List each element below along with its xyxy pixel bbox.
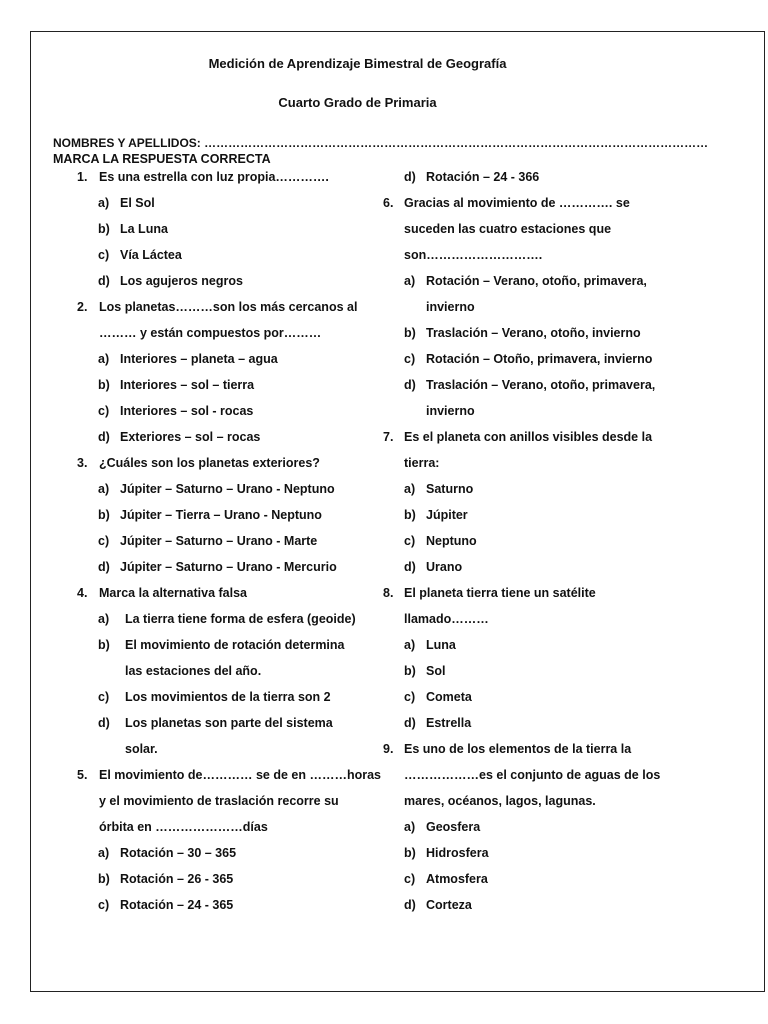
option-text[interactable]: Cometa (426, 690, 472, 704)
option-letter[interactable]: a) (404, 820, 416, 834)
option-text[interactable]: Estrella (426, 716, 472, 730)
option-letter[interactable]: a) (404, 638, 416, 652)
names-field-label: NOMBRES Y APELLIDOS: ……………………………………………………………………………………………………………… (53, 136, 709, 150)
option-text[interactable]: Júpiter – Saturno – Urano - Marte (120, 534, 318, 548)
question-text: y el movimiento de traslación recorre su (99, 794, 339, 808)
option-text[interactable]: Exteriores – sol – rocas (120, 430, 261, 444)
instruction-text: MARCA LA RESPUESTA CORRECTA (53, 152, 271, 166)
option-text[interactable]: solar. (125, 742, 158, 756)
option-text[interactable]: Interiores – planeta – agua (120, 352, 278, 366)
question-number: 2. (77, 300, 88, 314)
question-text: Es uno de los elementos de la tierra la (404, 742, 632, 756)
question-text: Los planetas………son los más cercanos al (99, 300, 358, 314)
option-letter[interactable]: c) (98, 248, 110, 262)
question-number: 1. (77, 170, 88, 184)
option-letter[interactable]: d) (404, 170, 416, 184)
option-text[interactable]: Rotación – 26 - 365 (120, 872, 234, 886)
option-letter[interactable]: d) (404, 560, 416, 574)
option-text[interactable]: Atmosfera (426, 872, 488, 886)
question-text: El planeta tierra tiene un satélite (404, 586, 596, 600)
option-letter[interactable]: d) (404, 378, 416, 392)
question-text: mares, océanos, lagos, lagunas. (404, 794, 596, 808)
option-text[interactable]: Júpiter – Saturno – Urano - Neptuno (120, 482, 335, 496)
option-text[interactable]: Corteza (426, 898, 472, 912)
option-text[interactable]: las estaciones del año. (125, 664, 262, 678)
option-text[interactable]: Traslación – Verano, otoño, primavera, (426, 378, 656, 392)
option-letter[interactable]: a) (404, 482, 416, 496)
question-text: Gracias al movimiento de …………. se (404, 196, 630, 210)
option-letter[interactable]: d) (404, 898, 416, 912)
option-text[interactable]: La Luna (120, 222, 168, 236)
option-letter[interactable]: a) (98, 482, 110, 496)
option-letter[interactable]: d) (98, 430, 110, 444)
option-letter[interactable]: c) (404, 352, 416, 366)
question-text: órbita en …………………días (99, 820, 268, 834)
option-letter[interactable]: a) (404, 274, 416, 288)
option-text[interactable]: Geosfera (426, 820, 481, 834)
option-text[interactable]: Rotación – 30 – 365 (120, 846, 237, 860)
option-letter[interactable]: b) (404, 664, 416, 678)
question-text: llamado……… (404, 612, 489, 626)
option-text[interactable]: Saturno (426, 482, 474, 496)
option-letter[interactable]: d) (98, 560, 110, 574)
option-letter[interactable]: c) (98, 534, 110, 548)
option-text[interactable]: Los movimientos de la tierra son 2 (125, 690, 331, 704)
option-letter[interactable]: b) (404, 846, 416, 860)
option-text[interactable]: Júpiter – Tierra – Urano - Neptuno (120, 508, 322, 522)
option-letter[interactable]: d) (98, 274, 110, 288)
option-text[interactable]: Luna (426, 638, 456, 652)
option-letter[interactable]: d) (98, 716, 110, 730)
option-text[interactable]: invierno (426, 300, 475, 314)
option-letter[interactable]: a) (98, 196, 110, 210)
option-text[interactable]: El movimiento de rotación determina (125, 638, 345, 652)
option-letter[interactable]: b) (98, 508, 110, 522)
option-letter[interactable]: c) (98, 690, 110, 704)
exam-title: Medición de Aprendizaje Bimestral de Geografía (208, 56, 507, 71)
question-number: 5. (77, 768, 88, 782)
option-text[interactable]: Vía Láctea (120, 248, 182, 262)
option-text[interactable]: Rotación – 24 - 366 (426, 170, 540, 184)
option-text[interactable]: Júpiter (426, 508, 468, 522)
option-text[interactable]: Rotación – Verano, otoño, primavera, (426, 274, 647, 288)
option-text[interactable]: Interiores – sol - rocas (120, 404, 254, 418)
question-text: son………………………. (404, 248, 543, 262)
option-letter[interactable]: c) (404, 690, 416, 704)
option-letter[interactable]: d) (404, 716, 416, 730)
option-text[interactable]: Sol (426, 664, 446, 678)
question-number: 9. (383, 742, 394, 756)
grade-subtitle: Cuarto Grado de Primaria (278, 95, 437, 110)
option-letter[interactable]: b) (404, 326, 416, 340)
option-letter[interactable]: b) (98, 638, 110, 652)
option-text[interactable]: Los agujeros negros (120, 274, 243, 288)
question-text: Es el planeta con anillos visibles desde la (404, 430, 653, 444)
option-letter[interactable]: a) (98, 846, 110, 860)
question-text: suceden las cuatro estaciones que (404, 222, 612, 236)
option-letter[interactable]: b) (98, 378, 110, 392)
question-text: tierra: (404, 456, 440, 470)
option-text[interactable]: El Sol (120, 196, 155, 210)
option-text[interactable]: Neptuno (426, 534, 477, 548)
option-letter[interactable]: c) (404, 872, 416, 886)
option-text[interactable]: Interiores – sol – tierra (120, 378, 255, 392)
question-text: ………………es el conjunto de aguas de los (404, 768, 661, 782)
question-number: 6. (383, 196, 394, 210)
option-text[interactable]: Urano (426, 560, 463, 574)
option-text[interactable]: invierno (426, 404, 475, 418)
question-text: Marca la alternativa falsa (99, 586, 247, 600)
option-letter[interactable]: a) (98, 352, 110, 366)
question-number: 8. (383, 586, 394, 600)
question-text: Es una estrella con luz propia…………. (99, 170, 329, 184)
option-text[interactable]: Los planetas son parte del sistema (125, 716, 333, 730)
option-text[interactable]: Rotación – 24 - 365 (120, 898, 234, 912)
option-letter[interactable]: b) (98, 222, 110, 236)
question-number: 7. (383, 430, 394, 444)
question-text: El movimiento de………… se de en ………horas (99, 768, 382, 782)
question-number: 4. (77, 586, 88, 600)
option-text[interactable]: Traslación – Verano, otoño, invierno (426, 326, 641, 340)
option-letter[interactable]: c) (98, 404, 110, 418)
question-text: ¿Cuáles son los planetas exteriores? (99, 456, 320, 470)
option-text[interactable]: Hidrosfera (426, 846, 489, 860)
question-number: 3. (77, 456, 88, 470)
option-letter[interactable]: c) (98, 898, 110, 912)
question-text: ……… y están compuestos por……… (99, 326, 322, 340)
option-letter[interactable]: b) (98, 872, 110, 886)
option-text[interactable]: Júpiter – Saturno – Urano - Mercurio (120, 560, 337, 574)
option-letter[interactable]: c) (404, 534, 416, 548)
option-letter[interactable]: a) (98, 612, 110, 626)
option-text[interactable]: La tierra tiene forma de esfera (geoide) (125, 612, 356, 626)
option-letter[interactable]: b) (404, 508, 416, 522)
option-text[interactable]: Rotación – Otoño, primavera, invierno (426, 352, 653, 366)
